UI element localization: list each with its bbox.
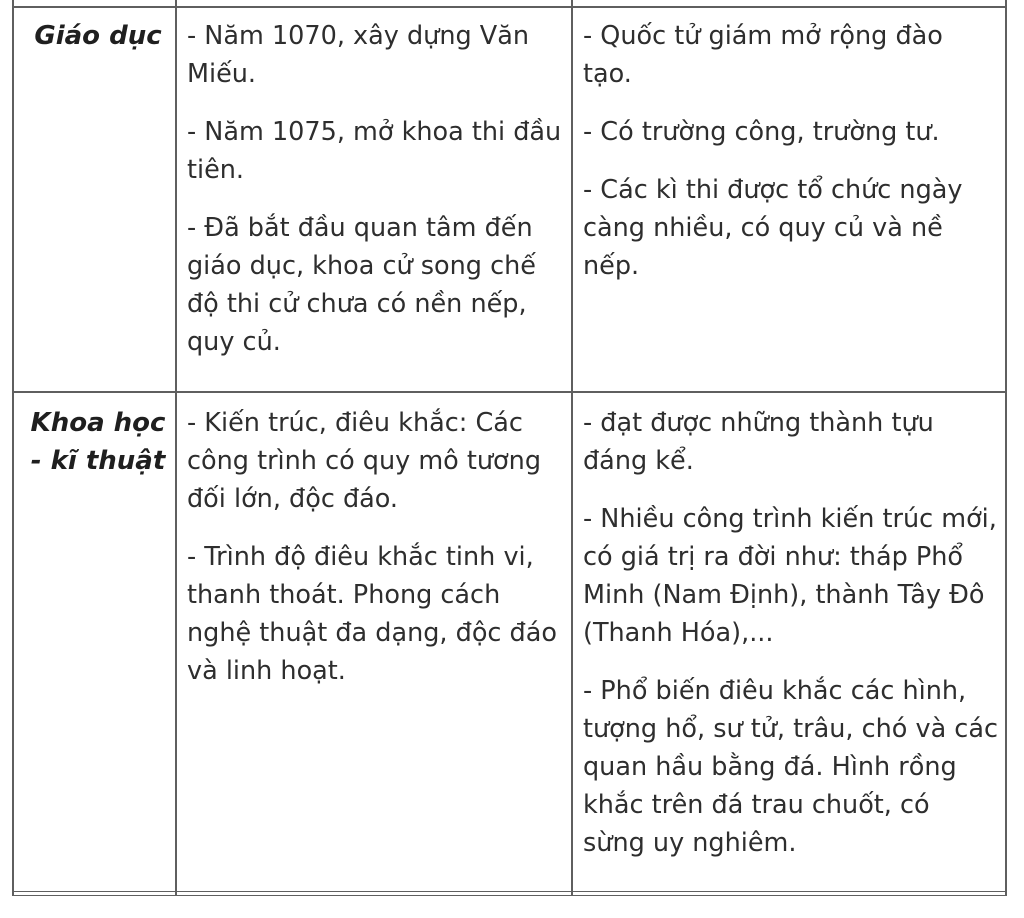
table-border-top <box>12 6 1007 8</box>
table-border-left <box>12 0 14 896</box>
row-divider <box>12 391 1007 393</box>
list-item: - Kiến trúc, điêu khắc: Các công trình có quy mô tương đối lớn, độc đáo. <box>187 408 541 514</box>
row2-col1-cell <box>187 404 567 710</box>
row2-col2-cell <box>583 404 999 882</box>
table-border-bottom <box>12 891 1007 892</box>
column-divider-1 <box>175 0 177 896</box>
list-item: - đạt được những thành tựu đáng kể. <box>583 408 934 476</box>
list-item: - Nhiều công trình kiến trúc mới, có giá trị ra đời như: tháp Phổ Minh (Nam Định), thành Tây Đô (Thanh Hóa),... <box>583 504 997 648</box>
row-label-line1: Khoa học <box>30 408 166 438</box>
row1-col1-cell <box>187 17 567 381</box>
list-item: - Trình độ điêu khắc tinh vi, thanh thoát. Phong cách nghệ thuật đa dạng, độc đáo và linh hoạt. <box>187 542 557 686</box>
row-label-line2: - kĩ thuật <box>30 446 166 476</box>
list-item: - Có trường công, trường tư. <box>583 117 940 147</box>
row-label-text: Giáo dục <box>34 21 162 51</box>
list-item: - Quốc tử giám mở rộng đào tạo. <box>583 21 943 89</box>
row-label-science <box>28 404 168 480</box>
list-item: - Năm 1075, mở khoa thi đầu tiên. <box>187 117 562 185</box>
table-border-bottom-outer <box>12 895 1007 896</box>
row1-col2-cell <box>583 17 995 305</box>
comparison-table <box>12 0 1007 896</box>
list-item: - Phổ biến điêu khắc các hình, tượng hổ, sư tử, trâu, chó và các quan hầu bằng đá. Hình rồng khắc trên đá trau chuốt, có sừng uy nghiêm. <box>583 676 998 858</box>
row-label-education <box>28 17 168 55</box>
column-divider-2 <box>571 0 573 896</box>
list-item: - Năm 1070, xây dựng Văn Miếu. <box>187 21 530 89</box>
table-border-right <box>1005 0 1007 896</box>
list-item: - Đã bắt đầu quan tâm đến giáo dục, khoa cử song chế độ thi cử chưa có nền nếp, quy củ. <box>187 213 536 357</box>
list-item: - Các kì thi được tổ chức ngày càng nhiều, có quy củ và nề nếp. <box>583 175 963 281</box>
